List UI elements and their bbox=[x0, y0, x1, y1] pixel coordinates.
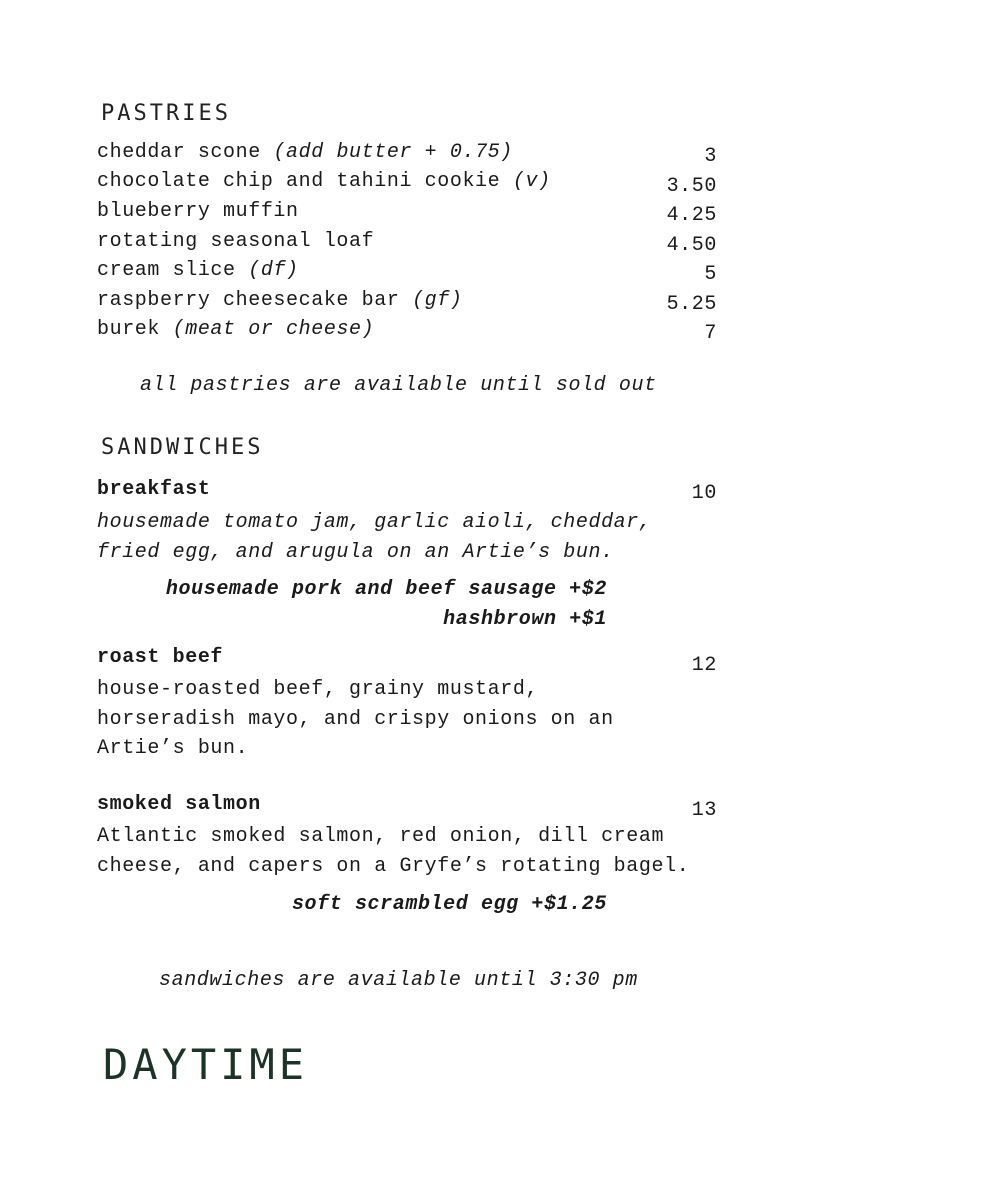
sandwiches-heading: SANDWICHES bbox=[101, 435, 264, 460]
pastry-item: blueberry muffin bbox=[97, 200, 299, 223]
pastry-price: 5.25 bbox=[666, 293, 717, 316]
daytime-logo: DAYTIME bbox=[103, 1040, 309, 1089]
pastry-item: raspberry cheesecake bar (gf) bbox=[97, 289, 463, 312]
pastry-price: 3 bbox=[704, 145, 717, 168]
sandwich-addon: soft scrambled egg +$1.25 bbox=[291, 893, 607, 916]
pastry-price: 7 bbox=[704, 322, 717, 345]
sandwich-description: Atlantic smoked salmon, red onion, dill cream cheese, and capers on a Gryfe’s rotating bagel. bbox=[97, 825, 690, 878]
pastry-item: burek (meat or cheese) bbox=[97, 318, 375, 341]
pastries-heading: PASTRIES bbox=[101, 101, 231, 126]
sandwich-price: 10 bbox=[691, 482, 717, 505]
pastry-item: rotating seasonal loaf bbox=[97, 230, 375, 253]
sandwich-addon: housemade pork and beef sausage +$2 bbox=[165, 578, 607, 601]
sandwich-price: 12 bbox=[691, 654, 717, 677]
sandwich-name: roast beef bbox=[97, 646, 224, 669]
pastry-item: cheddar scone (add butter + 0.75) bbox=[97, 141, 513, 164]
sandwich-description: housemade tomato jam, garlic aioli, cheddar, fried egg, and arugula on an Artie’s bun. bbox=[97, 511, 652, 564]
pastries-footnote: all pastries are available until sold out bbox=[140, 374, 657, 397]
sandwiches-footnote: sandwiches are available until 3:30 pm bbox=[159, 969, 638, 992]
sandwich-name: smoked salmon bbox=[97, 793, 261, 816]
sandwich-name: breakfast bbox=[97, 478, 211, 501]
sandwich-price: 13 bbox=[691, 799, 717, 822]
pastry-item: cream slice (df) bbox=[97, 259, 299, 282]
pastry-price: 4.50 bbox=[666, 234, 717, 257]
sandwich-description: house-roasted beef, grainy mustard, horseradish mayo, and crispy onions on an Artie’s bun. bbox=[97, 678, 614, 760]
pastry-price: 3.50 bbox=[666, 175, 717, 198]
pastry-price: 5 bbox=[704, 263, 717, 286]
pastry-item: chocolate chip and tahini cookie (v) bbox=[97, 170, 551, 193]
pastry-price: 4.25 bbox=[666, 204, 717, 227]
sandwich-addon: hashbrown +$1 bbox=[443, 608, 607, 631]
